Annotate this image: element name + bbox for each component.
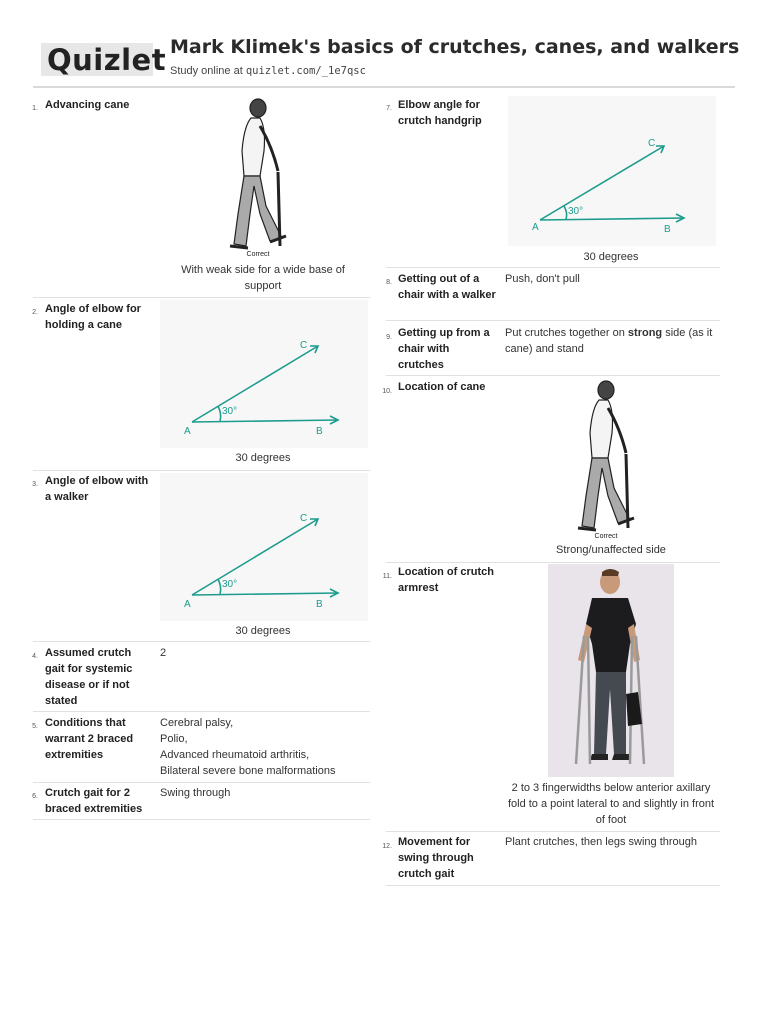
card-divider (386, 320, 720, 321)
label-b: B (316, 426, 323, 437)
card-divider (33, 641, 370, 642)
card-term: Movement for swing through crutch gait (398, 836, 474, 880)
angle-label: 30° (222, 579, 238, 590)
angle-label: 30° (222, 406, 238, 417)
subtitle-prefix: Study online at (170, 65, 243, 77)
card-divider (33, 297, 370, 298)
label-c: C (648, 138, 656, 149)
card-definition: 30 degrees (235, 625, 291, 637)
label-a: A (184, 426, 191, 437)
study-url-link[interactable]: quizlet.com/_1e7qsc (245, 65, 366, 77)
card-term: Location of crutch armrest (398, 566, 494, 594)
definition-line: Bilateral severe bone malformations (160, 765, 336, 777)
card-divider (386, 831, 720, 832)
card-term: Angle of elbow with a walker (45, 475, 149, 503)
figure-caption: Correct (246, 251, 270, 258)
cane-walker-figure-icon (568, 378, 648, 542)
card-number: 5. (32, 723, 38, 730)
card-number: 10. (382, 388, 392, 395)
card-term: Advancing cane (45, 99, 130, 111)
card-number: 7. (386, 105, 392, 112)
definition-line: Cerebral palsy, (160, 717, 234, 729)
crutch-user-photo-icon (548, 564, 674, 777)
label-a: A (532, 222, 539, 233)
page-title: Mark Klimek's basics of crutches, canes, and walkers (170, 36, 740, 58)
study-online-text (170, 65, 366, 77)
card-term: Angle of elbow for holding a cane (45, 303, 141, 331)
card-number: 6. (32, 793, 38, 800)
card-definition (160, 715, 370, 779)
card-divider (33, 711, 370, 712)
card-divider (33, 470, 370, 471)
definition-line: Advanced rheumatoid arthritis, (160, 749, 310, 761)
angle-diagram-icon (508, 96, 716, 246)
card-term: Crutch gait for 2 braced extremities (45, 787, 143, 815)
definition-text: side (as it cane) and stand (505, 327, 713, 355)
card-definition: 2 to 3 fingerwidths below anterior axillary fold to a point lateral to and slightly in front of foot (507, 782, 715, 826)
card-number: 12. (382, 843, 392, 850)
card-number: 2. (32, 309, 38, 316)
card-number: 1. (32, 105, 38, 112)
card-number: 3. (32, 481, 38, 488)
angle-diagram-icon (160, 473, 368, 621)
label-a: A (184, 599, 191, 610)
card-term: Assumed crutch gait for systemic disease or if not stated (45, 647, 133, 707)
card-definition: Plant crutches, then legs swing through (505, 836, 698, 848)
definition-text: Put crutches together on (505, 327, 628, 339)
card-definition: 2 (160, 647, 167, 659)
card-divider (33, 782, 370, 783)
cane-walker-figure-icon (220, 96, 300, 260)
card-number: 11. (382, 573, 392, 580)
label-c: C (300, 340, 308, 351)
quizlet-logo[interactable]: Quizlet (47, 43, 167, 77)
angle-diagram-icon (160, 300, 368, 448)
label-b: B (664, 224, 671, 235)
card-term: Getting out of a chair with a walker (398, 273, 496, 301)
definition-emphasis: strong (627, 327, 663, 339)
header-divider (33, 86, 735, 88)
card-divider (386, 375, 720, 376)
figure-caption: Correct (594, 533, 618, 540)
card-definition: Swing through (160, 787, 231, 799)
card-term: Location of cane (398, 381, 486, 393)
label-c: C (300, 513, 308, 524)
card-divider (386, 885, 720, 886)
card-divider (386, 267, 720, 268)
card-number: 9. (386, 334, 392, 341)
card-term: Conditions that warrant 2 braced extremities (45, 717, 134, 761)
card-number: 4. (32, 653, 38, 660)
card-divider (386, 562, 720, 563)
label-b: B (316, 599, 323, 610)
card-divider (33, 819, 370, 820)
definition-line: Polio, (160, 733, 188, 745)
card-definition: 30 degrees (583, 251, 639, 263)
card-term: Elbow angle for crutch handgrip (398, 99, 482, 127)
card-term: Getting up from a chair with crutches (398, 327, 490, 371)
card-definition: 30 degrees (235, 452, 291, 464)
page-header (0, 0, 768, 88)
angle-label: 30° (568, 206, 584, 217)
card-definition: Push, don't pull (505, 273, 580, 285)
card-definition: With weak side for a wide base of support (181, 264, 345, 292)
card-number: 8. (386, 279, 392, 286)
card-definition (505, 325, 720, 357)
card-definition: Strong/unaffected side (556, 544, 666, 556)
